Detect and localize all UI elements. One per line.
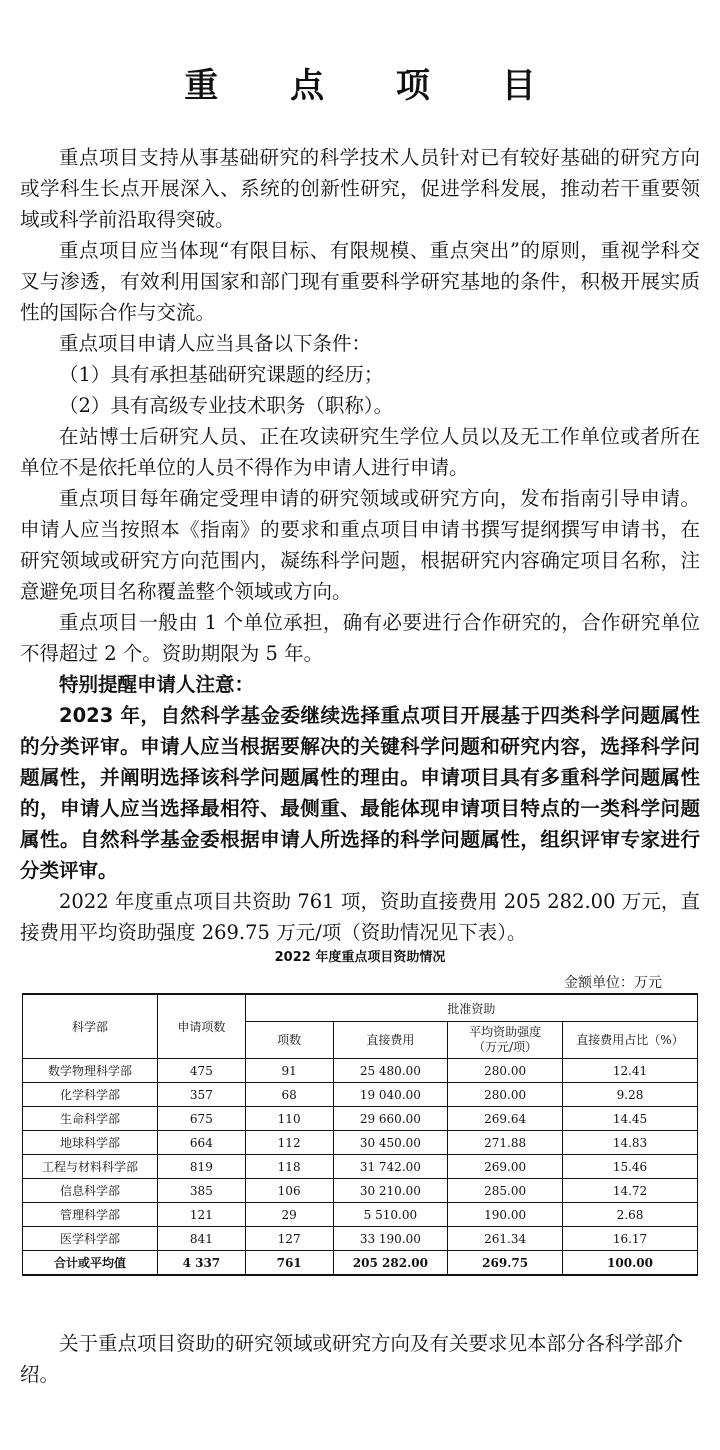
cell-share: 14.83 <box>563 1131 698 1155</box>
cell-direct-cost: 31 742.00 <box>333 1155 448 1179</box>
cell-direct-cost: 19 040.00 <box>333 1083 448 1107</box>
cell-dept: 地球科学部 <box>23 1131 158 1155</box>
cell-share: 9.28 <box>563 1083 698 1107</box>
paragraph: 重点项目应当体现“有限目标、有限规模、重点突出”的原则，重视学科交叉与渗透，有效利用国家和部门现有重要科学研究基地的条件，积极开展实质性的国际合作与交流。 <box>20 239 700 324</box>
table-unit: 金额单位：万元 <box>564 975 662 991</box>
funding-table <box>22 993 698 1276</box>
cell-count: 110 <box>245 1107 333 1131</box>
cell-direct-cost: 30 210.00 <box>333 1179 448 1203</box>
cell-dept: 数学物理科学部 <box>23 1059 158 1083</box>
footer-text <box>20 1328 700 1390</box>
cell-share: 16.17 <box>563 1227 698 1251</box>
table-row <box>23 1203 698 1227</box>
footer-paragraph: 关于重点项目资助的研究领域或研究方向及有关要求见本部分各科学部介绍。 <box>20 1332 684 1386</box>
cell-direct-cost: 30 450.00 <box>333 1131 448 1155</box>
cell-direct-cost: 25 480.00 <box>333 1059 448 1083</box>
cell-count: 29 <box>245 1203 333 1227</box>
body-text <box>20 142 700 948</box>
cell-count: 91 <box>245 1059 333 1083</box>
cell-dept: 生命科学部 <box>23 1107 158 1131</box>
table-title: 2022 年度重点项目资助情况 <box>274 950 446 965</box>
cell-count: 112 <box>245 1131 333 1155</box>
cell-count: 68 <box>245 1083 333 1107</box>
cell-applications: 664 <box>158 1131 246 1155</box>
table-total-row <box>23 1251 698 1276</box>
table-row <box>23 1155 698 1179</box>
paragraph: 2022 年度重点项目共资助 761 项，资助直接费用 205 282.00 万元，直接费用平均资助强度 269.75 万元/项（资助情况见下表）。 <box>20 890 700 944</box>
cell-share: 100.00 <box>563 1251 698 1276</box>
cell-dept: 合计或平均值 <box>23 1251 158 1276</box>
cell-share: 2.68 <box>563 1203 698 1227</box>
paragraph: 重点项目每年确定受理申请的研究领域或研究方向，发布指南引导申请。申请人应当按照本《指南》的要求和重点项目申请书撰写提纲撰写申请书，在研究领域或研究方向范围内，凝练科学问题，根据研究内容确定项目名称，注意避免项目名称覆盖整个领域或方向。 <box>20 487 700 603</box>
cell-avg-intensity: 280.00 <box>448 1059 563 1083</box>
cell-avg-intensity: 190.00 <box>448 1203 563 1227</box>
cell-avg-intensity: 269.00 <box>448 1155 563 1179</box>
cell-direct-cost: 33 190.00 <box>333 1227 448 1251</box>
cell-direct-cost: 5 510.00 <box>333 1203 448 1227</box>
cell-count: 106 <box>245 1179 333 1203</box>
table-row <box>23 1227 698 1251</box>
cell-direct-cost: 205 282.00 <box>333 1251 448 1276</box>
paragraph: 重点项目申请人应当具备以下条件： <box>59 332 372 355</box>
cell-share: 14.72 <box>563 1179 698 1203</box>
cell-avg-intensity: 280.00 <box>448 1083 563 1107</box>
page-title: 重 点 项 目 <box>184 66 566 106</box>
cell-share: 12.41 <box>563 1059 698 1083</box>
cell-count: 127 <box>245 1227 333 1251</box>
paragraph: 重点项目支持从事基础研究的科学技术人员针对已有较好基础的研究方向或学科生长点开展深入、系统的创新性研究，促进学科发展，推动若干重要领域或科学前沿取得突破。 <box>20 146 700 231</box>
table-row <box>23 1179 698 1203</box>
cell-avg-intensity: 269.64 <box>448 1107 563 1131</box>
header-avg-intensity: 平均资助强度 （万元/项） <box>448 1022 563 1059</box>
table-row <box>23 1083 698 1107</box>
table-row <box>23 1131 698 1155</box>
cell-applications: 841 <box>158 1227 246 1251</box>
cell-dept: 信息科学部 <box>23 1179 158 1203</box>
header-count: 项数 <box>245 1022 333 1059</box>
paragraph: （1）具有承担基础研究课题的经历； <box>59 363 384 386</box>
header-approved: 批准资助 <box>245 994 697 1022</box>
cell-count: 761 <box>245 1251 333 1276</box>
cell-applications: 819 <box>158 1155 246 1179</box>
cell-avg-intensity: 285.00 <box>448 1179 563 1203</box>
paragraph: 在站博士后研究人员、正在攻读研究生学位人员以及无工作单位或者所在单位不是依托单位的人员不得作为申请人进行申请。 <box>20 425 700 479</box>
cell-applications: 675 <box>158 1107 246 1131</box>
cell-share: 15.46 <box>563 1155 698 1179</box>
notice-heading: 特别提醒申请人注意： <box>59 673 255 696</box>
header-share: 直接费用占比（%） <box>563 1022 698 1059</box>
header-dept: 科学部 <box>23 994 158 1059</box>
cell-dept: 医学科学部 <box>23 1227 158 1251</box>
cell-applications: 385 <box>158 1179 246 1203</box>
cell-applications: 121 <box>158 1203 246 1227</box>
cell-dept: 管理科学部 <box>23 1203 158 1227</box>
cell-avg-intensity: 271.88 <box>448 1131 563 1155</box>
cell-direct-cost: 29 660.00 <box>333 1107 448 1131</box>
header-applications: 申请项数 <box>158 994 246 1059</box>
notice-paragraph: 2023 年，自然科学基金委继续选择重点项目开展基于四类科学问题属性的分类评审。申请人应当根据要解决的关键科学问题和研究内容，选择科学问题属性，并阐明选择该科学问题属性的理由。申请项目具有多重科学问题属性的，申请人应当选择最相符、最侧重、最能体现申请项目特点的一类科学问题属性。自然科学基金委根据申请人所选择的科学问题属性，组织评审专家进行分类评审。 <box>20 704 700 882</box>
cell-count: 118 <box>245 1155 333 1179</box>
cell-applications: 4 337 <box>158 1251 246 1276</box>
table-row <box>23 1059 698 1083</box>
header-direct-cost: 直接费用 <box>333 1022 448 1059</box>
cell-dept: 工程与材料科学部 <box>23 1155 158 1179</box>
table-row <box>23 1107 698 1131</box>
paragraph: 重点项目一般由 1 个单位承担，确有必要进行合作研究的，合作研究单位不得超过 2 个。资助期限为 5 年。 <box>20 611 700 665</box>
cell-applications: 357 <box>158 1083 246 1107</box>
cell-avg-intensity: 269.75 <box>448 1251 563 1276</box>
paragraph: （2）具有高级专业技术职务（职称）。 <box>59 394 394 417</box>
cell-dept: 化学科学部 <box>23 1083 158 1107</box>
cell-share: 14.45 <box>563 1107 698 1131</box>
cell-applications: 475 <box>158 1059 246 1083</box>
cell-avg-intensity: 261.34 <box>448 1227 563 1251</box>
